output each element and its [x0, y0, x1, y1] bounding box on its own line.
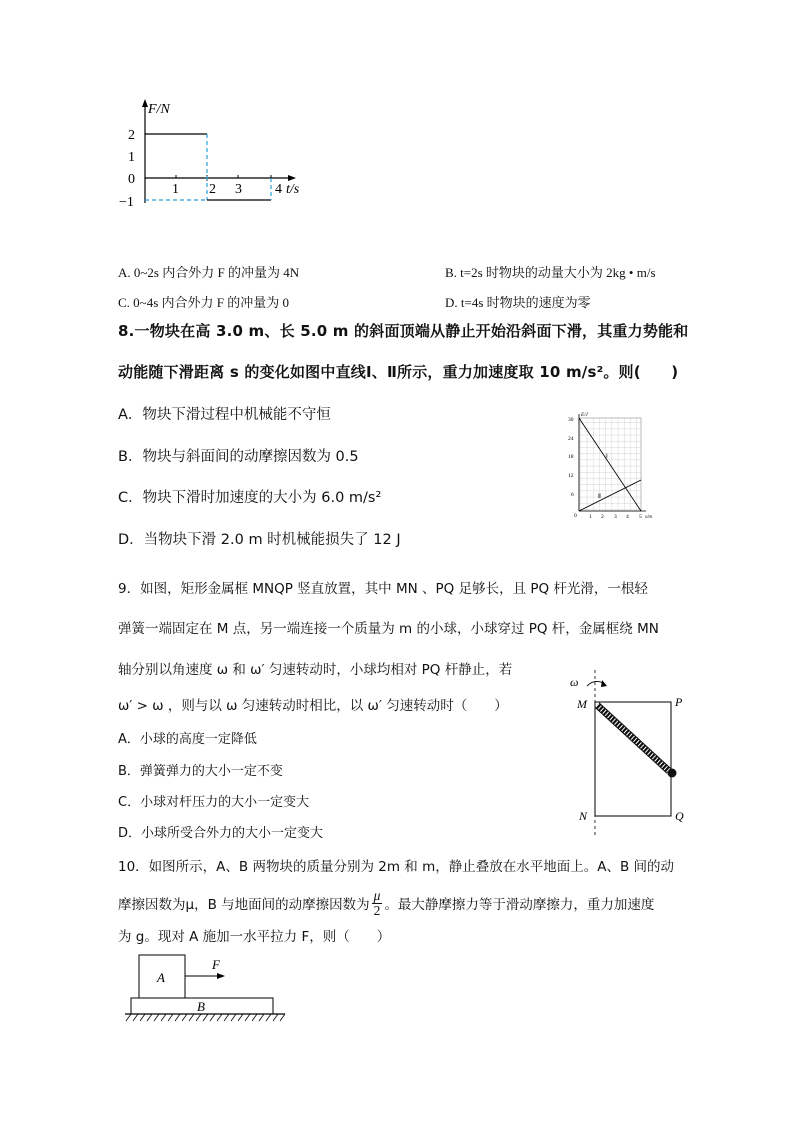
q9-stem-line4: ω′ > ω ，则与以 ω 匀速转动时相比，以 ω′ 匀速转动时（ ）: [118, 698, 508, 714]
graph-x-tick: 4: [626, 514, 629, 520]
graph-x-tick: 3: [614, 514, 617, 520]
q9-stem-line1: 9．如图，矩形金属框 MNQP 竖直放置，其中 MN 、PQ 足够长，且 PQ 杆光滑，一根轻: [118, 581, 648, 597]
label-P: P: [675, 695, 683, 709]
x-tick: 4: [275, 182, 282, 197]
ground-hatch: [126, 1014, 285, 1021]
q10-stem-line1: 10．如图所示，A、B 两物块的质量分别为 2m 和 m，静止叠放在水平地面上。A、B 间的动: [118, 859, 675, 875]
q7-option-d: D. t=4s 时物块的速度为零: [445, 295, 591, 310]
q9-stem-line2: 弹簧一端固定在 M 点，另一端连接一个质量为 m 的小球，小球穿过 PQ 杆，金属框绕 MN: [118, 621, 659, 637]
x-label: t/s: [286, 182, 300, 197]
label-M: M: [577, 697, 587, 711]
q8-stem-line1: 8.一物块在高 3.0 m、长 5.0 m 的斜面顶端从静止开始沿斜面下滑，其重力势能和: [118, 322, 689, 340]
q8-option-a: A．物块下滑过程中机械能不守恒: [118, 407, 331, 423]
q9-option-c: C．小球对杆压力的大小一定变大: [118, 795, 310, 810]
line-label-ii: Ⅱ: [598, 494, 601, 500]
q10-stem-line2: [118, 887, 654, 919]
rotating-frame-figure: [565, 668, 695, 838]
graph-y-tick: 18: [568, 454, 574, 460]
y-tick: 2: [128, 128, 135, 143]
graph-y-tick: 24: [568, 436, 574, 442]
x-tick: 1: [172, 182, 179, 197]
q10-line2-post: 。最大静摩擦力等于滑动摩擦力，重力加速度: [384, 897, 655, 913]
force-label: F: [212, 957, 220, 972]
blocks-figure: [125, 952, 295, 1027]
graph-y-label: E/J: [581, 413, 588, 418]
y-tick: −1: [119, 195, 134, 210]
q9-option-a: A．小球的高度一定降低: [118, 732, 257, 747]
q8-option-d: D．当物块下滑 2.0 m 时机械能损失了 12 J: [118, 532, 401, 548]
graph-x-tick: 1: [589, 514, 592, 520]
fraction-denominator: 2: [373, 902, 381, 918]
label-N: N: [579, 809, 588, 823]
q8-option-c: C．物块下滑时加速度的大小为 6.0 m/s²: [118, 490, 382, 506]
q10-line2-pre: 摩擦因数为μ，B 与地面间的动摩擦因数为: [118, 897, 370, 913]
q9-option-b: B．弹簧弹力的大小一定不变: [118, 764, 283, 779]
q7-option-b: B. t=2s 时物块的动量大小为 2kg • m/s: [445, 265, 656, 280]
block-a-label: A: [157, 970, 165, 985]
graph-y-tick: 12: [568, 473, 574, 479]
fraction-mu-over-2: [372, 889, 383, 918]
y-tick: 1: [128, 150, 135, 165]
label-Q: Q: [675, 809, 684, 823]
omega-label: ω: [570, 675, 579, 689]
q9-option-d: D．小球所受合外力的大小一定变大: [118, 826, 324, 841]
q9-stem-line3: 轴分别以角速度 ω 和 ω′ 匀速转动时，小球均相对 PQ 杆静止，若: [118, 662, 513, 678]
q8-option-b: B．物块与斜面间的动摩擦因数为 0.5: [118, 449, 359, 465]
q10-stem-line3: 为 g。现对 A 施加一水平拉力 F，则（ ）: [118, 929, 391, 945]
energy-distance-graph: [562, 410, 662, 525]
line-label-i: Ⅰ: [606, 454, 608, 460]
graph-y-tick: 30: [568, 417, 574, 423]
force-time-graph: [110, 95, 320, 220]
block-b-label: B: [197, 999, 205, 1014]
fraction-numerator: μ: [373, 887, 381, 903]
y-label: F/N: [148, 102, 170, 117]
q7-option-c: C. 0~4s 内合外力 F 的冲量为 0: [118, 295, 289, 310]
y-tick: 0: [128, 172, 135, 187]
graph-x-tick: 2: [601, 514, 604, 520]
x-tick: 2: [209, 182, 216, 197]
q7-option-a: A. 0~2s 内合外力 F 的冲量为 4N: [118, 265, 300, 280]
x-tick: 3: [235, 182, 242, 197]
graph-x-tick: 5: [639, 514, 642, 520]
graph-y-tick: 0: [574, 513, 577, 519]
q8-stem-line2: 动能随下滑距离 s 的变化如图中直线Ⅰ、Ⅱ所示，重力加速度取 10 m/s²。则( ): [118, 363, 679, 381]
graph-y-tick: 6: [571, 492, 574, 498]
graph-x-label: s/m: [645, 515, 652, 520]
